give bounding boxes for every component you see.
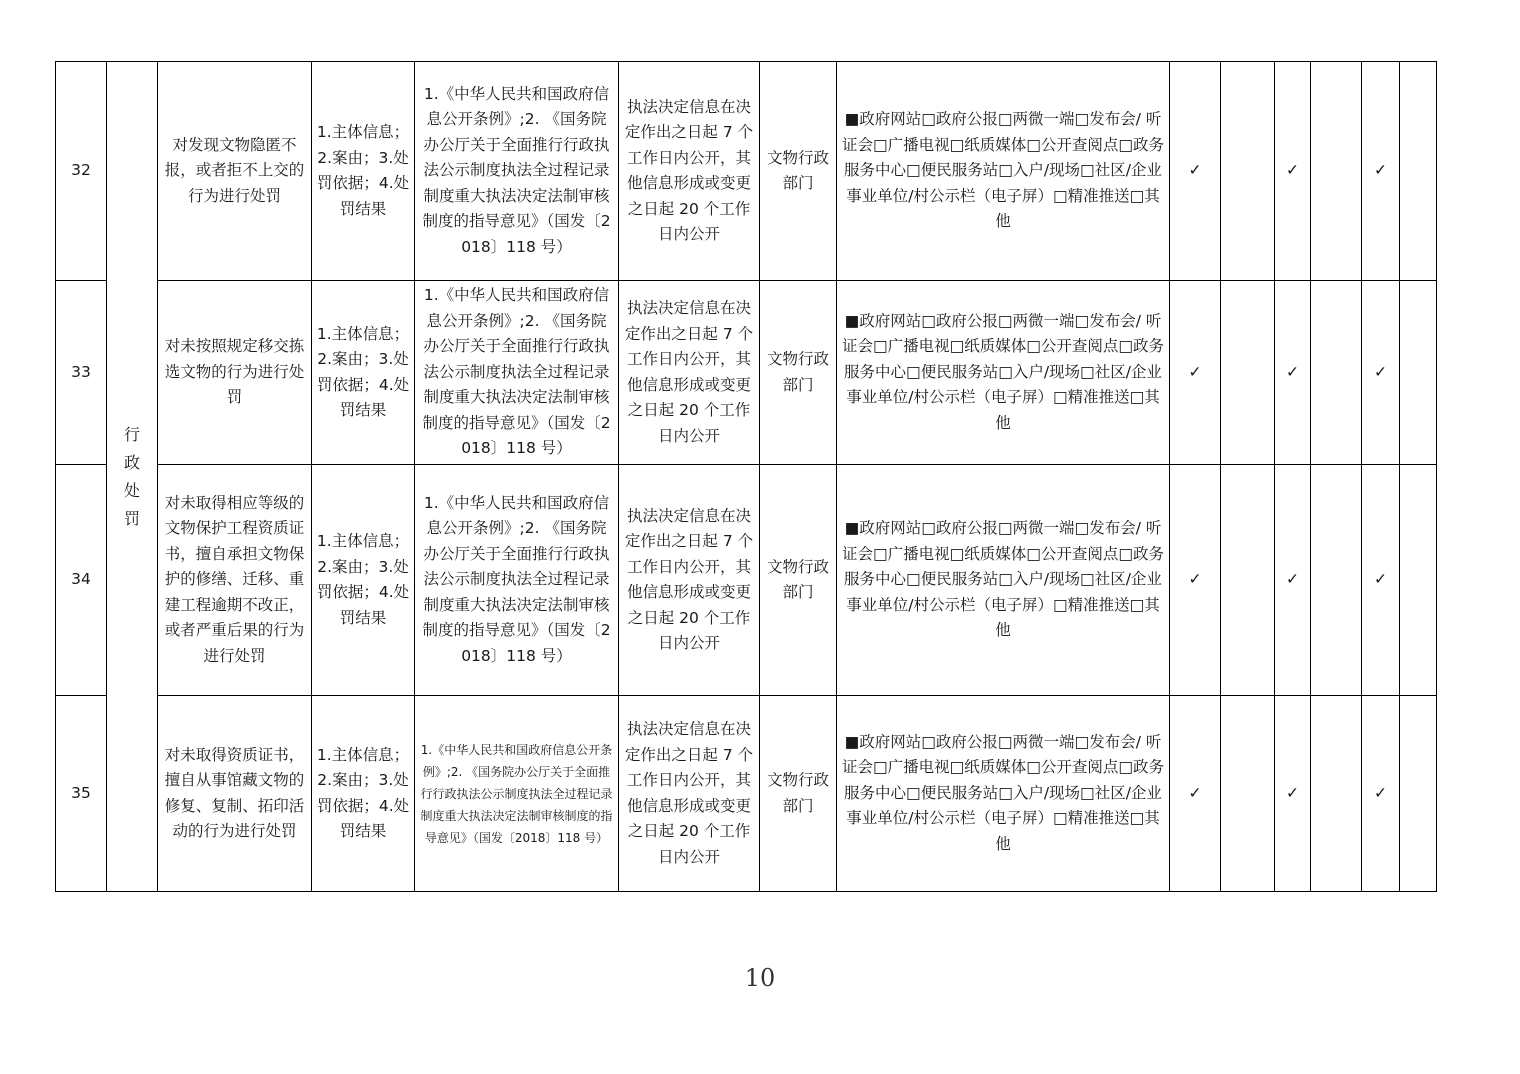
check-mark-icon: ✓ <box>1362 465 1400 696</box>
row-number: 33 <box>56 281 107 465</box>
content-cell: 1.主体信息；2.案由；3.处罚依据；4.处罚结果 <box>312 465 415 696</box>
empty-cell <box>1400 62 1437 281</box>
channel-cell: ■政府网站□政府公报□两微一端□发布会/ 听证会□广播电视□纸质媒体□公开查阅点□政务服务中心□便民服务站□入户/现场□社区/企业事业单位/村公示栏（电子屏）□精准推送□其他 <box>837 465 1170 696</box>
check-mark-icon: ✓ <box>1275 281 1311 465</box>
item-cell: 对发现文物隐匿不报，或者拒不上交的行为进行处罚 <box>158 62 312 281</box>
item-cell: 对未按照规定移交拣选文物的行为进行处罚 <box>158 281 312 465</box>
page-number: 10 <box>744 964 776 992</box>
empty-cell <box>1221 281 1275 465</box>
basis-cell: 1.《中华人民共和国政府信息公开条例》;2. 《国务院办公厅关于全面推行行政执法公示制度执法全过程记录制度重大执法决定法制审核制度的指导意见》（国发〔2018〕118 号） <box>415 62 619 281</box>
channel-cell: ■政府网站□政府公报□两微一端□发布会/ 听证会□广播电视□纸质媒体□公开查阅点□政务服务中心□便民服务站□入户/现场□社区/企业事业单位/村公示栏（电子屏）□精准推送□其他 <box>837 62 1170 281</box>
check-mark-icon: ✓ <box>1275 465 1311 696</box>
empty-cell <box>1311 465 1362 696</box>
check-mark-icon: ✓ <box>1170 465 1221 696</box>
content-cell: 1.主体信息；2.案由；3.处罚依据；4.处罚结果 <box>312 62 415 281</box>
basis-cell: 1.《中华人民共和国政府信息公开条例》;2. 《国务院办公厅关于全面推行行政执法公示制度执法全过程记录制度重大执法决定法制审核制度的指导意见》（国发〔2018〕118 号） <box>415 465 619 696</box>
empty-cell <box>1221 465 1275 696</box>
table-row <box>56 62 1437 281</box>
check-mark-icon: ✓ <box>1170 62 1221 281</box>
channel-cell: ■政府网站□政府公报□两微一端□发布会/ 听证会□广播电视□纸质媒体□公开查阅点□政务服务中心□便民服务站□入户/现场□社区/企业事业单位/村公示栏（电子屏）□精准推送□其他 <box>837 696 1170 892</box>
empty-cell <box>1221 62 1275 281</box>
content-cell: 1.主体信息；2.案由；3.处罚依据；4.处罚结果 <box>312 281 415 465</box>
empty-cell <box>1400 281 1437 465</box>
category-label: 行政处罚 <box>123 424 140 528</box>
empty-cell <box>1311 281 1362 465</box>
channel-cell: ■政府网站□政府公报□两微一端□发布会/ 听证会□广播电视□纸质媒体□公开查阅点□政务服务中心□便民服务站□入户/现场□社区/企业事业单位/村公示栏（电子屏）□精准推送□其他 <box>837 281 1170 465</box>
subject-cell: 文物行政部门 <box>760 696 837 892</box>
check-mark-icon: ✓ <box>1170 281 1221 465</box>
check-mark-icon: ✓ <box>1170 696 1221 892</box>
table-row <box>56 281 1437 465</box>
empty-cell <box>1311 62 1362 281</box>
item-cell: 对未取得相应等级的文物保护工程资质证书，擅自承担文物保护的修缮、迁移、重建工程逾期不改正，或者严重后果的行为进行处罚 <box>158 465 312 696</box>
timing-cell: 执法决定信息在决定作出之日起 7 个工作日内公开，其他信息形成或变更之日起 20 个工作日内公开 <box>619 281 760 465</box>
timing-cell: 执法决定信息在决定作出之日起 7 个工作日内公开，其他信息形成或变更之日起 20 个工作日内公开 <box>619 696 760 892</box>
timing-cell: 执法决定信息在决定作出之日起 7 个工作日内公开，其他信息形成或变更之日起 20 个工作日内公开 <box>619 62 760 281</box>
check-mark-icon: ✓ <box>1362 62 1400 281</box>
row-number: 32 <box>56 62 107 281</box>
disclosure-table <box>55 61 1437 892</box>
subject-cell: 文物行政部门 <box>760 62 837 281</box>
basis-cell: 1.《中华人民共和国政府信息公开条例》;2. 《国务院办公厅关于全面推行行政执法公示制度执法全过程记录制度重大执法决定法制审核制度的指导意见》（国发〔2018〕118 号） <box>415 696 619 892</box>
empty-cell <box>1221 696 1275 892</box>
check-mark-icon: ✓ <box>1275 696 1311 892</box>
item-cell: 对未取得资质证书，擅自从事馆藏文物的修复、复制、拓印活动的行为进行处罚 <box>158 696 312 892</box>
check-mark-icon: ✓ <box>1362 281 1400 465</box>
empty-cell <box>1400 696 1437 892</box>
category-cell <box>107 62 158 892</box>
subject-cell: 文物行政部门 <box>760 281 837 465</box>
row-number: 35 <box>56 696 107 892</box>
empty-cell <box>1400 465 1437 696</box>
basis-cell: 1.《中华人民共和国政府信息公开条例》;2. 《国务院办公厅关于全面推行行政执法公示制度执法全过程记录制度重大执法决定法制审核制度的指导意见》（国发〔2018〕118 号） <box>415 281 619 465</box>
check-mark-icon: ✓ <box>1362 696 1400 892</box>
content-cell: 1.主体信息；2.案由；3.处罚依据；4.处罚结果 <box>312 696 415 892</box>
check-mark-icon: ✓ <box>1275 62 1311 281</box>
subject-cell: 文物行政部门 <box>760 465 837 696</box>
table-row <box>56 465 1437 696</box>
timing-cell: 执法决定信息在决定作出之日起 7 个工作日内公开，其他信息形成或变更之日起 20 个工作日内公开 <box>619 465 760 696</box>
table-row <box>56 696 1437 892</box>
row-number: 34 <box>56 465 107 696</box>
empty-cell <box>1311 696 1362 892</box>
